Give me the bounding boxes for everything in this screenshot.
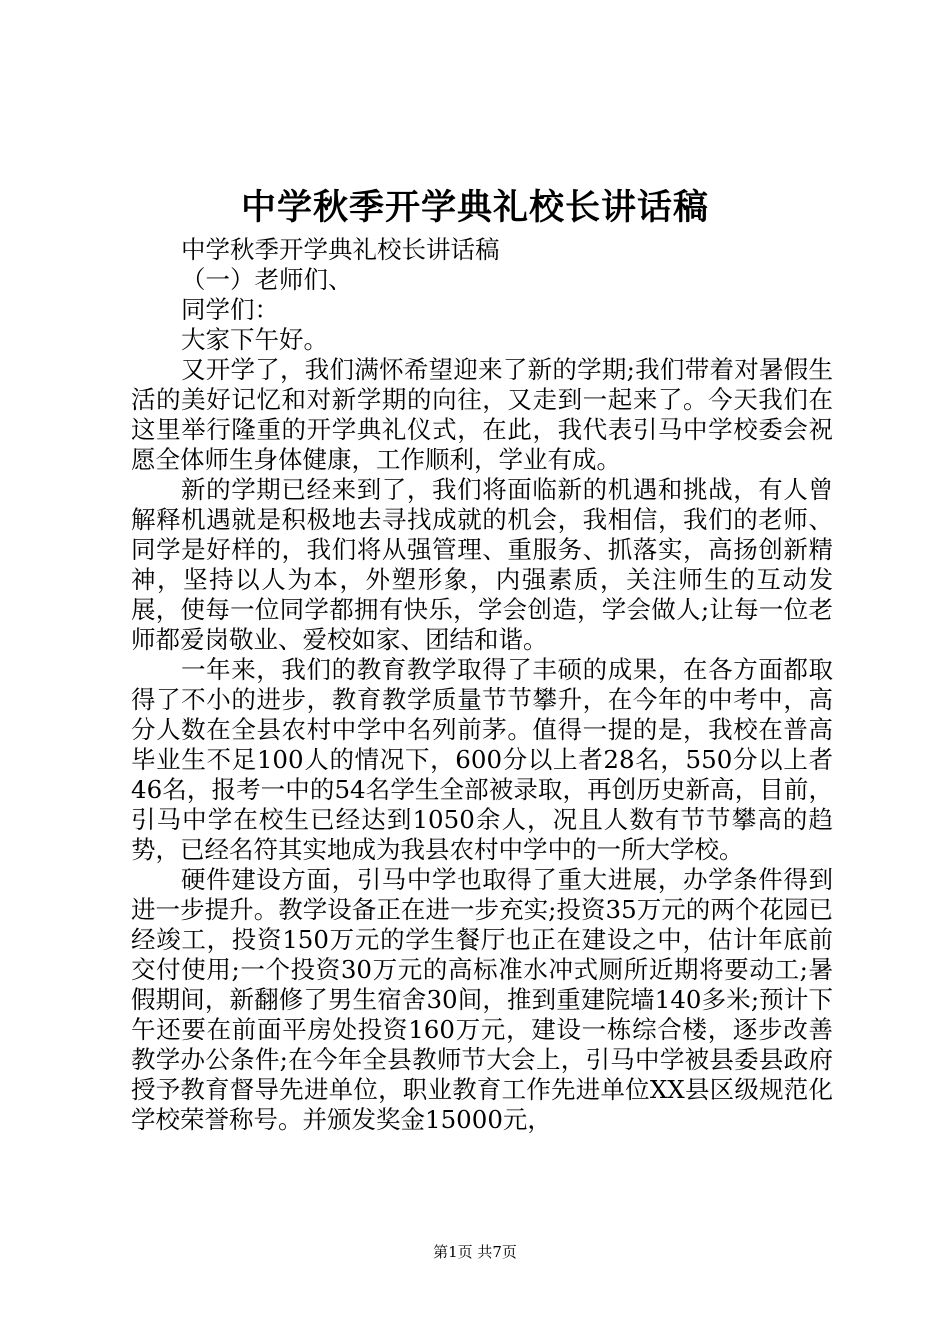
salutation-students: 同学们： bbox=[181, 295, 279, 324]
greeting-line: 大家下午好。 bbox=[181, 325, 328, 354]
paragraph-4: 硬件建设方面，引马中学也取得了重大进展，办学条件得到进一步提升。教学设备正在进一步充实;投资35万元的两个花园已经竣工，投资150万元的学生餐厅也正在建设之中，估计年底前交付使用;一个投资30万元的高标准水冲式厕所近期将要动工;暑假期间，新翻修了男生宿舍30间，推到重建院墙140多米;预计下午还要在前面平房处投资160万元，建设一栋综合楼，逐步改善教学办公条件;在今年全县教师节大会上，引马中学被县委县政府授予教育督导先进单位，职业教育工作先进单位XX县区级规范化学校荣誉称号。并颁发奖金15000元， bbox=[131, 865, 833, 1134]
page-footer: 第1页 共7页 bbox=[433, 1243, 517, 1261]
paragraph-1: 又开学了，我们满怀希望迎来了新的学期;我们带着对暑假生活的美好记忆和对新学期的向往，又走到一起来了。今天我们在这里举行隆重的开学典礼仪式，在此，我代表引马中学校委会祝愿全体师生身体健康，工作顺利，学业有成。 bbox=[131, 355, 833, 474]
subtitle-line: 中学秋季开学典礼校长讲话稿 bbox=[181, 235, 500, 264]
paragraph-2: 新的学期已经来到了，我们将面临新的机遇和挑战，有人曾解释机遇就是积极地去寻找成就的机会，我相信，我们的老师、同学是好样的，我们将从强管理、重服务、抓落实，高扬创新精神，坚持以人为本，外塑形象，内强素质，关注师生的互动发展，使每一位同学都拥有快乐，学会创造，学会做人;让每一位老师都爱岗敬业、爱校如家、团结和谐。 bbox=[131, 475, 833, 654]
salutation-teachers: （一）老师们、 bbox=[181, 265, 353, 294]
paragraph-3: 一年来，我们的教育教学取得了丰硕的成果，在各方面都取得了不小的进步，教育教学质量节节攀升，在今年的中考中，高分人数在全县农村中学中名列前茅。值得一提的是，我校在普高毕业生不足100人的情况下，600分以上者28名，550分以上者46名，报考一中的54名学生全部被录取，再创历史新高，目前，引马中学在校生已经达到1050余人，况且人数有节节攀高的趋势，已经名符其实地成为我县农村中学中的一所大学校。 bbox=[131, 655, 833, 864]
document-body bbox=[131, 235, 833, 1135]
document-title: 中学秋季开学典礼校长讲话稿 bbox=[240, 187, 709, 228]
